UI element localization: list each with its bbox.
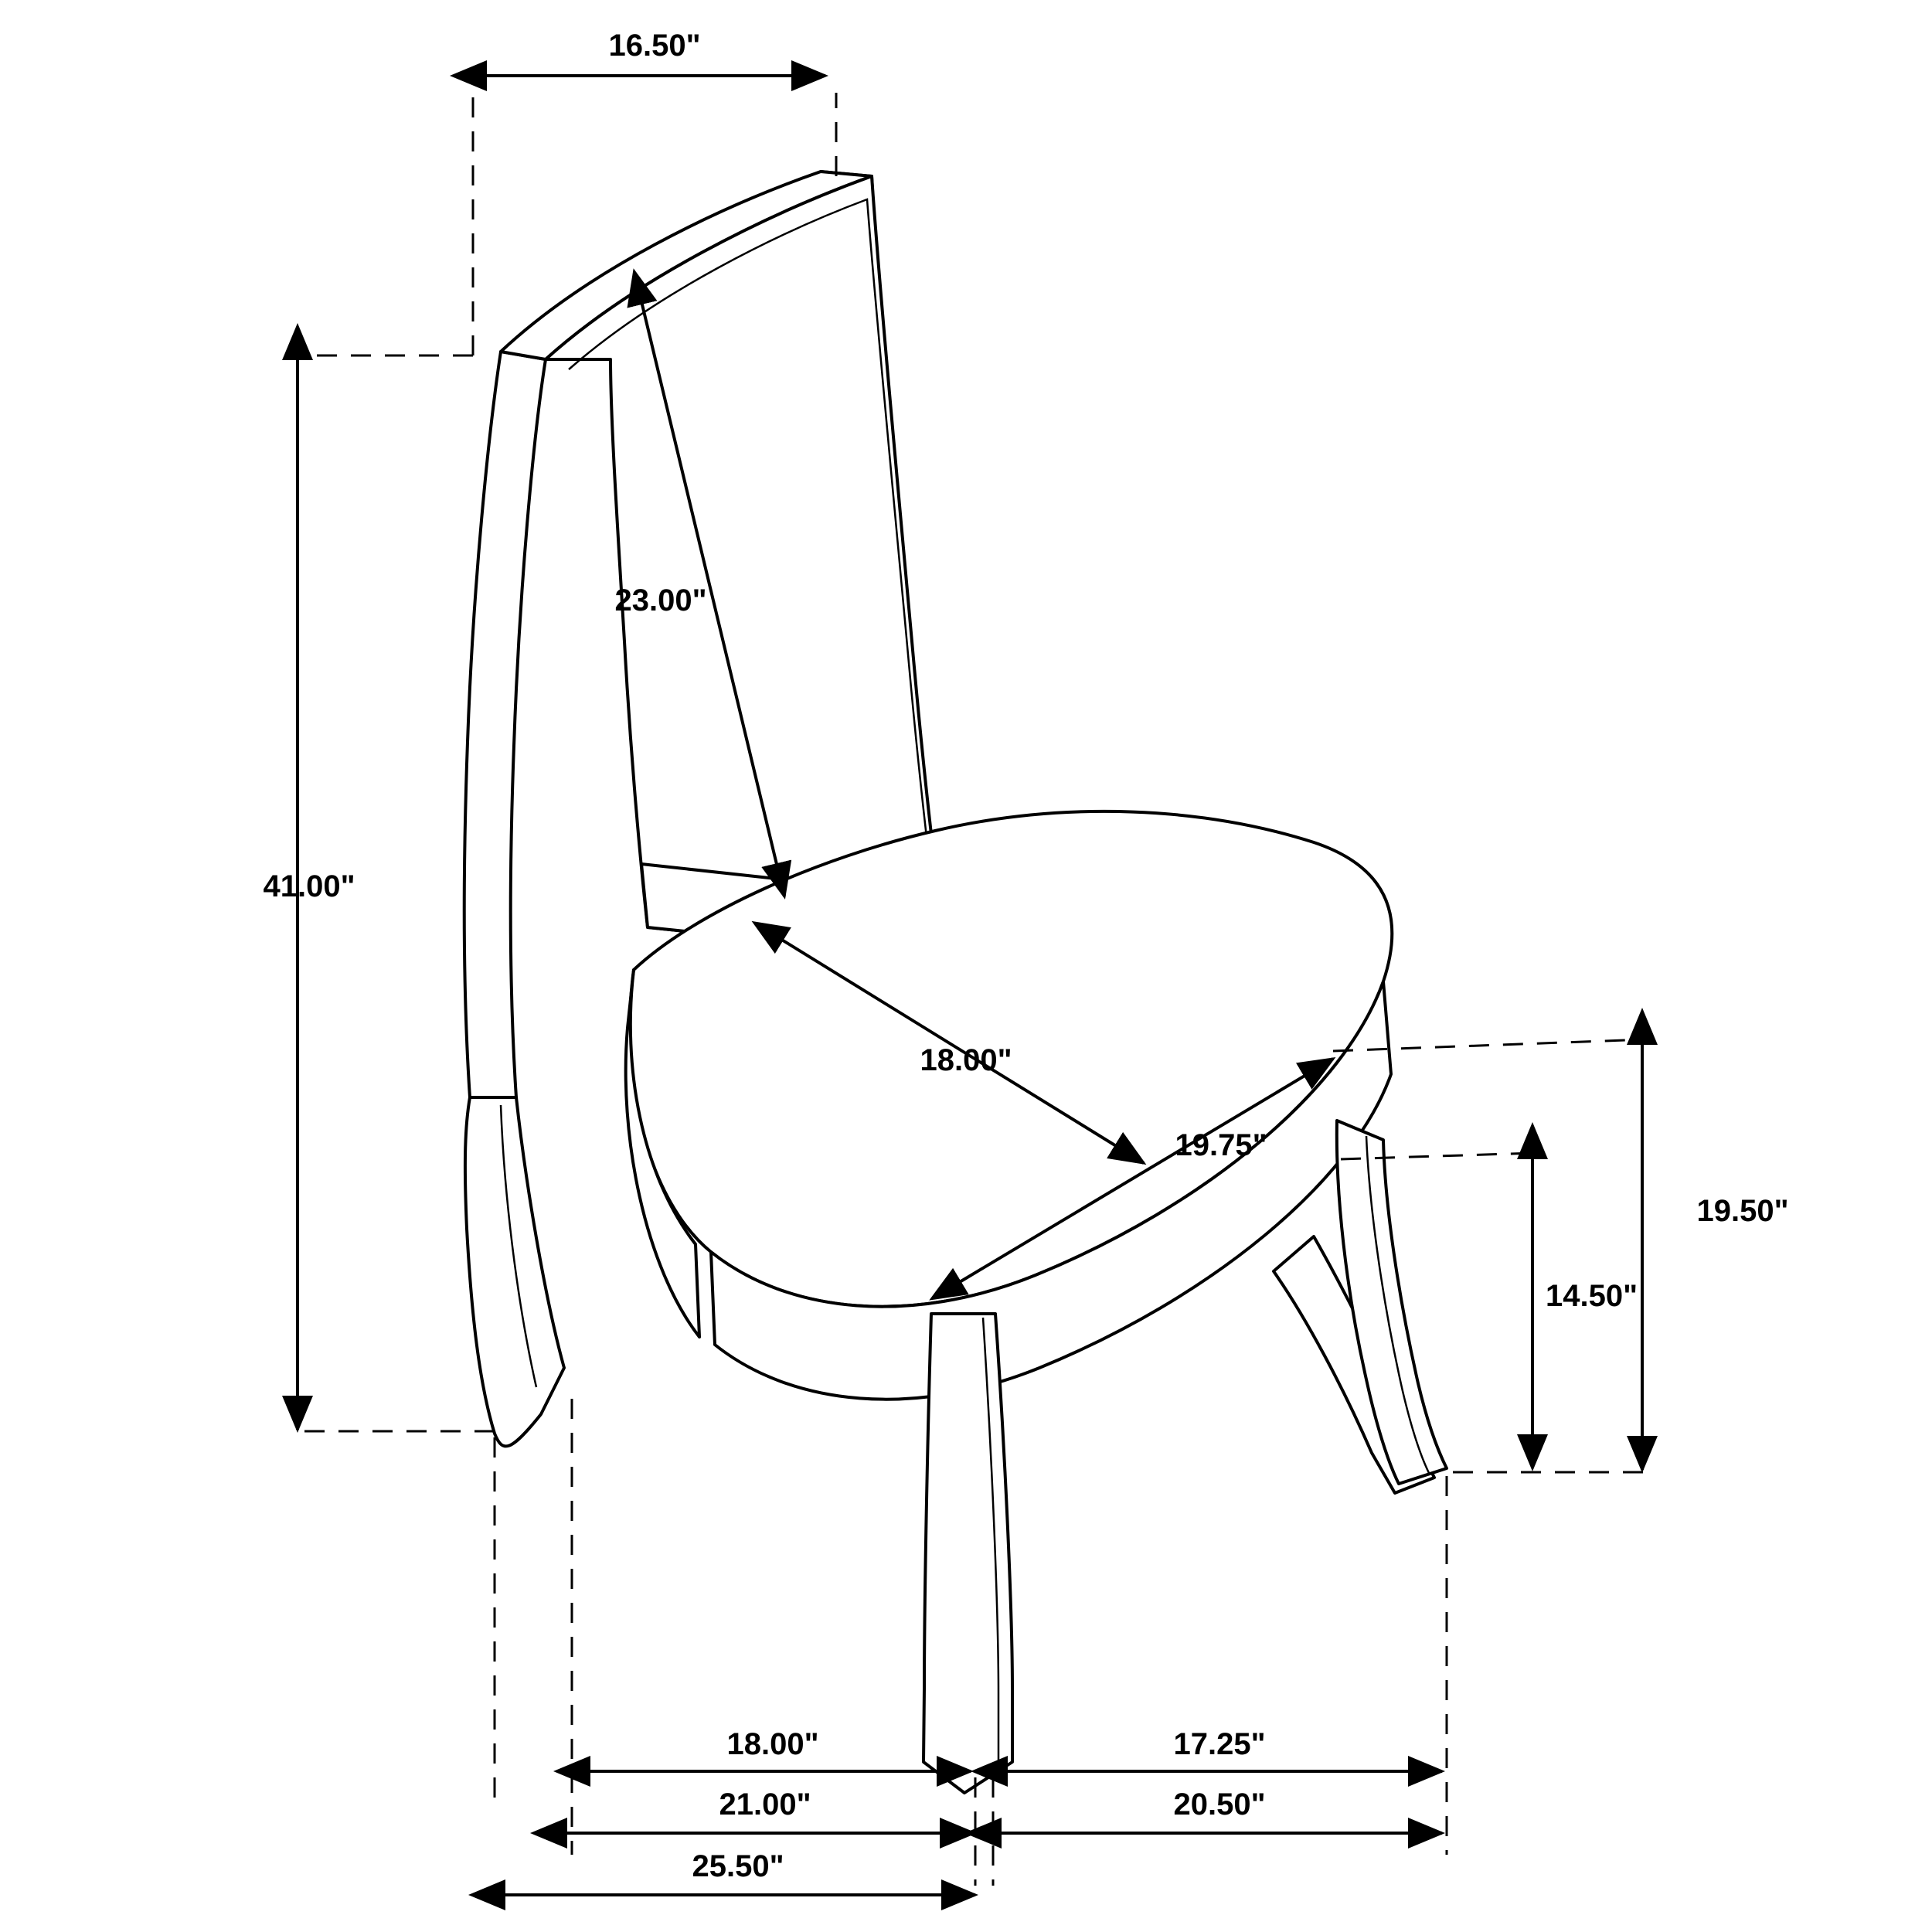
- dimension-label-mid-left-span: 21.00": [719, 1787, 811, 1821]
- chair-back-left-post: [464, 352, 546, 1097]
- chair-rear-right-leg-lower: [1337, 1121, 1447, 1484]
- dimension-front-right-span: [1005, 1727, 1442, 1771]
- dimension-label-overall-height: 41.00": [263, 869, 355, 903]
- dimension-label-front-left-span: 18.00": [726, 1727, 819, 1761]
- dimension-label-back-width: 16.50": [608, 29, 701, 63]
- dimension-label-seat-depth: 18.00": [920, 1043, 1012, 1077]
- dimension-front-left-span: [587, 1727, 971, 1771]
- dimension-mid-right-span: [998, 1787, 1442, 1833]
- chair-rear-left-leg: [465, 1097, 564, 1446]
- dimension-label-seat-back-height: 19.50": [1696, 1194, 1789, 1228]
- dimension-label-overall-depth: 25.50": [692, 1849, 784, 1883]
- dimension-label-back-height: 23.00": [614, 583, 707, 617]
- dimension-label-seat-diagonal: 19.75": [1175, 1128, 1267, 1162]
- chair-illustration: [464, 172, 1447, 1793]
- dimension-label-front-right-span: 17.25": [1173, 1727, 1266, 1761]
- dimension-overall-height: [263, 355, 495, 1431]
- dimension-label-seat-height: 14.50": [1546, 1279, 1638, 1313]
- dimension-mid-left-span: [564, 1787, 974, 1833]
- dimension-label-mid-right-span: 20.50": [1173, 1787, 1266, 1821]
- dimension-overall-depth: [502, 1849, 975, 1895]
